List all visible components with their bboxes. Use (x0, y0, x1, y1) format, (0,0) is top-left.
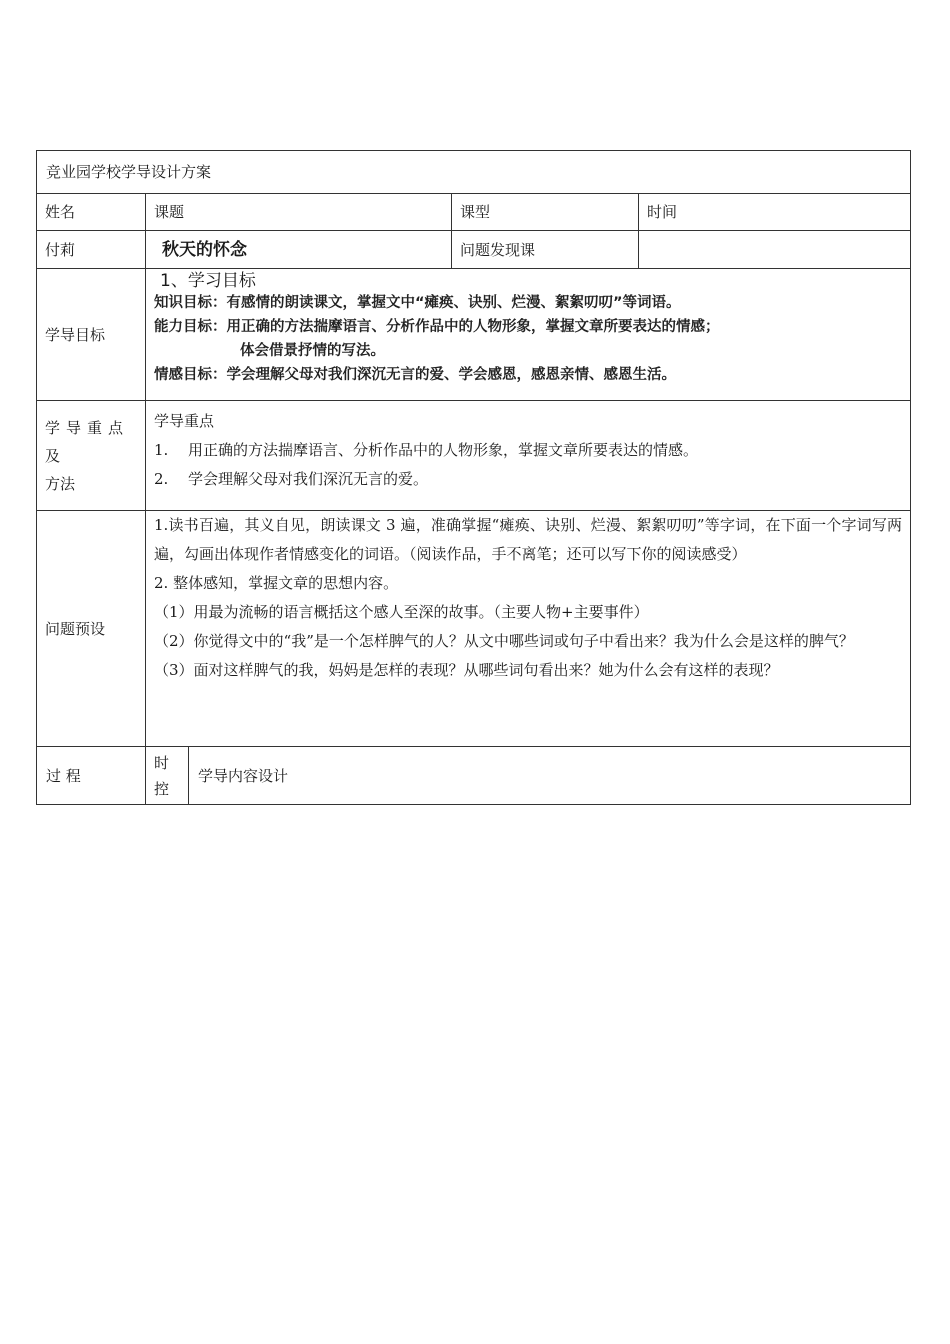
goals-content (146, 269, 911, 401)
name-label: 姓名 (37, 194, 146, 231)
design-label: 学导内容设计 (198, 766, 289, 785)
key-points-heading: 学导重点 (154, 412, 215, 430)
knowledge-goal: 知识目标：有感情的朗读课文，掌握文中“瘫痪、诀别、烂漫、絮絮叨叨”等词语。 (154, 295, 681, 311)
key-points-label-line2: 方法 (45, 474, 76, 493)
goals-row (37, 269, 911, 401)
question-item-1: （1）用最为流畅的语言概括这个感人至深的故事。（主要人物+主要事件） (154, 603, 649, 621)
key-points-content (146, 401, 911, 511)
key-point-number: 2. (154, 470, 169, 488)
emotion-goal: 情感目标：学会理解父母对我们深沉无言的爱、学会感恩，感恩亲情、感恩生活。 (154, 367, 676, 383)
time-label: 时间 (639, 194, 911, 231)
key-point-text: 学会理解父母对我们深沉无言的爱。 (188, 470, 429, 488)
question-item-2: （2）你觉得文中的“我”是一个怎样脾气的人？从文中哪些词或句子中看出来？我为什么会是这样的脾气？ (154, 632, 854, 650)
key-points-label (37, 401, 146, 511)
key-points-row (37, 401, 911, 511)
key-point-item (154, 436, 902, 465)
ability-goal: 能力目标：用正确的方法揣摩语言、分析作品中的人物形象，掌握文章所要表达的情感； (154, 319, 720, 335)
value-row (37, 231, 911, 269)
document-title: 竞业园学校学导设计方案 (37, 151, 911, 194)
key-point-text: 用正确的方法揣摩语言、分析作品中的人物形象，掌握文章所要表达的情感。 (188, 441, 699, 459)
goals-label: 学导目标 (37, 269, 146, 401)
lesson-type-label: 课型 (452, 194, 639, 231)
key-point-number: 1. (154, 441, 169, 459)
key-point-item (154, 465, 902, 494)
questions-label: 问题预设 (37, 511, 146, 747)
topic-label: 课题 (146, 194, 452, 231)
process-row (37, 747, 911, 805)
question-paragraph-1: 1.读书百遍，其义自见，朗读课文 3 遍，准确掌握“瘫痪、诀别、烂漫、絮絮叨叨”等字词，在下面一个字词写两遍，勾画出体现作者情感变化的词语。（阅读作品，手不离笔；还可以写下你的阅读感受） (154, 516, 903, 563)
lesson-time (639, 231, 911, 269)
lesson-plan-page (36, 150, 910, 805)
key-points-label-line1: 学导重点及 (45, 418, 130, 465)
lesson-topic: 秋天的怀念 (146, 231, 452, 269)
time-control-label: 时控 (146, 747, 189, 804)
goals-heading: 1、学习目标 (160, 271, 256, 291)
ability-goal-continued: 体会借景抒情的写法。 (240, 343, 385, 359)
header-row (37, 194, 911, 231)
title-row (37, 151, 911, 194)
process-content (146, 747, 911, 805)
lesson-plan-table (36, 150, 911, 805)
lesson-type: 问题发现课 (452, 231, 639, 269)
questions-row (37, 511, 911, 747)
teacher-name: 付莉 (37, 231, 146, 269)
process-label: 过 程 (37, 747, 146, 805)
question-paragraph-2: 2. 整体感知，掌握文章的思想内容。 (154, 574, 399, 592)
questions-content (146, 511, 911, 747)
question-item-3: （3）面对这样脾气的我，妈妈是怎样的表现？从哪些词句看出来？她为什么会有这样的表现？ (154, 661, 779, 679)
